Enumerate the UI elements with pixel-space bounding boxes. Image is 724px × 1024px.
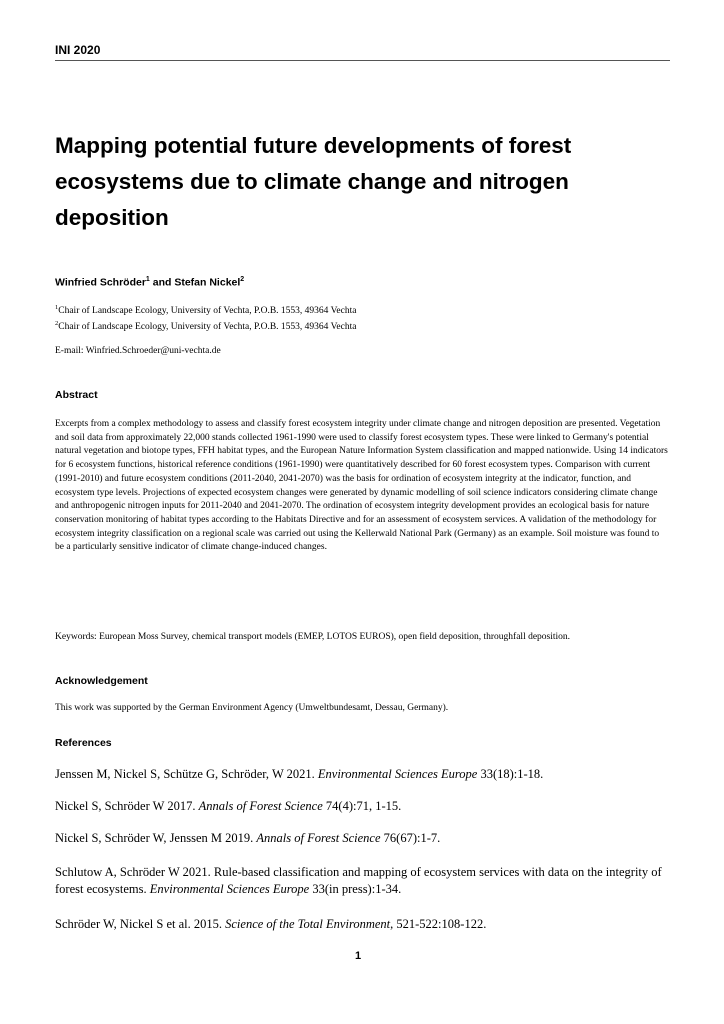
reference-volume-pages: , 521-522:108-122. (390, 917, 487, 931)
author-joiner: and (149, 276, 175, 289)
keywords-text: Keywords: European Moss Survey, chemical transport models (EMEP, LOTOS EUROS), open field deposition, throughfall deposition. (55, 632, 571, 642)
abstract-text: Excerpts from a complex methodology to assess and classify forest ecosystem integrity under climate change and nitrogen deposition are presented. Vegetation and soil data from approximately 22,000 stands collected 1961-1990 were used to classify forest ecosystem types. These were linked to Germany's potential natural vegetation and biotope types, FFH habitat types, and the European Nature Information System classification and mapped nationwide. Using 14 indicators for 6 ecosystem functions, historical reference conditions (1961-1990) were quantitatively described for 60 forest ecosystem types. Comparison with current (1991-2010) and future ecosystem conditions (2011-2040, 2041-2070) was the basis for ordination of ecosystem integrity at the indicator, function, and ecosystem type levels. Projections of expected ecosystem changes were generated by dynamic modelling of soil science indicators considering climate change and anthropogenic nitrogen inputs for 2011-2040 and 2041-2070. The ordination of ecosystem integrity development provides an ecological basis for nature conservation monitoring of habitat types according to the Habitats Directive and for an assessment of ecosystem services. A validation of the methodology for ecosystem integrity classification on a regional scale was carried out using the Kellerwald National Park (Germany) as an example. Soil moisture was found to be a particularly sensitive indicator of climate change-induced changes. (55, 419, 668, 553)
reference-item (55, 766, 680, 783)
reference-item (55, 916, 680, 933)
reference-authors-year: Schlutow A, Schröder W 2021. Rule-based classification and mapping of ecosystem services with data on the integrity of forest ecosystems. (55, 865, 662, 896)
page-number: 1 (355, 950, 362, 962)
affiliation-1-superscript: 1 (55, 304, 59, 311)
reference-authors-year: Nickel S, Schröder W 2017. (55, 799, 199, 813)
affiliation-2-text: Chair of Landscape Ecology, University of Vechta, P.O.B. 1553, 49364 Vechta (58, 322, 357, 333)
author-line (55, 276, 244, 289)
reference-authors-year: Schröder W, Nickel S et al. 2015. (55, 917, 226, 931)
author-2-name: Stefan Nickel (174, 276, 241, 289)
reference-journal: Science of the Total Environment (225, 917, 391, 931)
affiliation-1 (55, 304, 356, 316)
paper-title: Mapping potential future developments of forest ecosystems due to climate change and nitrogen deposition (55, 133, 572, 230)
header-divider (55, 60, 670, 61)
reference-volume-pages: 33(in press):1-34. (309, 882, 402, 896)
contact-email: E-mail: Winfried.Schroeder@uni-vechta.de (55, 346, 221, 356)
reference-authors-year: Jenssen M, Nickel S, Schütze G, Schröder, W 2021. (55, 767, 318, 781)
author-1-name: Winfried Schröder (55, 276, 146, 289)
reference-volume-pages: 74(4):71, 1-15. (322, 799, 402, 813)
reference-volume-pages: 76(67):1-7. (380, 831, 441, 845)
reference-volume-pages: 33(18):1-18. (477, 767, 544, 781)
reference-journal: Annals of Forest Science (198, 799, 323, 813)
reference-journal: Environmental Sciences Europe (149, 882, 310, 896)
reference-item (55, 830, 680, 847)
running-header: INI 2020 (55, 43, 101, 57)
acknowledgement-text: This work was supported by the German Environment Agency (Umweltbundesamt, Dessau, Germany). (55, 703, 449, 713)
reference-item (55, 798, 680, 815)
affiliation-2-superscript: 2 (55, 320, 59, 327)
references-heading: References (55, 737, 112, 749)
affiliation-2 (55, 320, 356, 332)
affiliation-1-text: Chair of Landscape Ecology, University of Vechta, P.O.B. 1553, 49364 Vechta (58, 306, 357, 317)
reference-journal: Environmental Sciences Europe (317, 767, 478, 781)
reference-authors-year: Nickel S, Schröder W, Jenssen M 2019. (55, 831, 257, 845)
author-1-superscript: 1 (145, 276, 150, 283)
acknowledgement-heading: Acknowledgement (55, 675, 148, 687)
reference-journal: Annals of Forest Science (256, 831, 381, 845)
author-2-superscript: 2 (240, 276, 245, 283)
reference-item (55, 864, 680, 898)
abstract-heading: Abstract (55, 389, 98, 401)
